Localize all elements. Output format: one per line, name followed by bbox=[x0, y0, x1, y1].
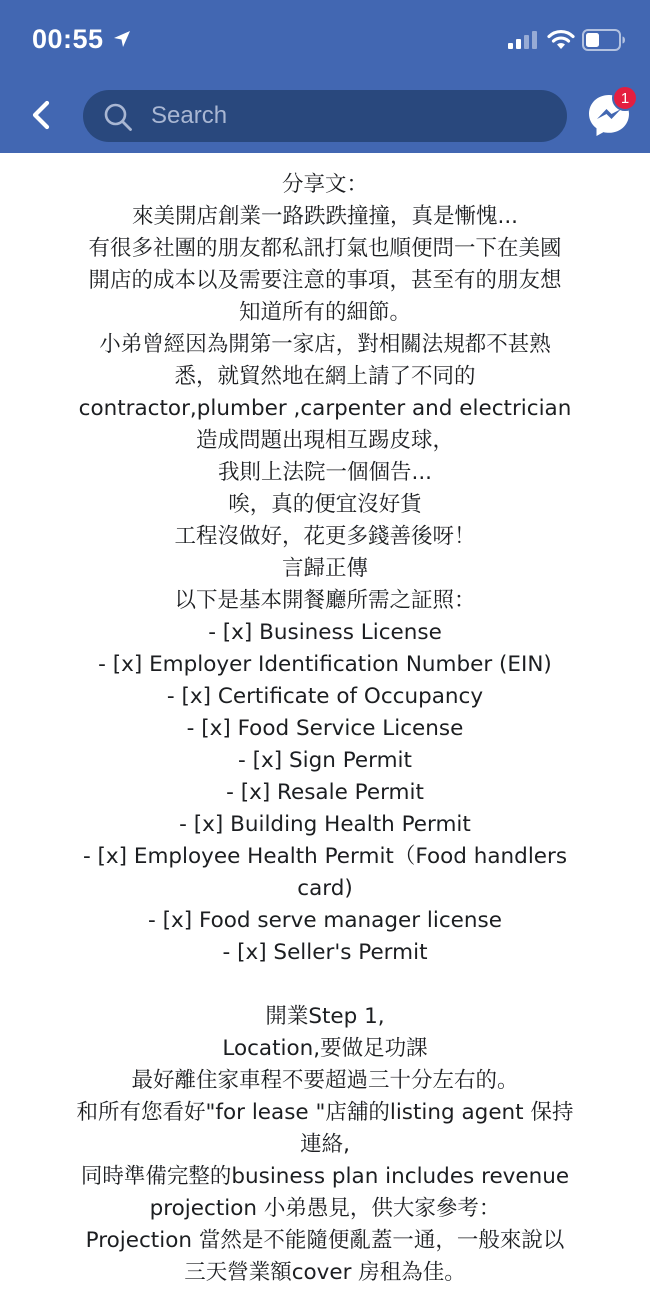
wifi-icon bbox=[546, 27, 576, 51]
messenger-notification-badge: 1 bbox=[612, 85, 638, 111]
post-text-line: 工程沒做好，花更多錢善後呀！ bbox=[174, 524, 476, 549]
post-text-line: 唉，真的便宜沒好貨 bbox=[228, 492, 422, 517]
post-text-line: Location,要做足功課 bbox=[222, 1036, 428, 1061]
post-text-line: 有很多社團的朋友都私訊打氣也順便問一下在美國 bbox=[88, 236, 562, 261]
post-text-line: 言歸正傳 bbox=[281, 556, 368, 581]
post-text-line: - [x] Seller's Permit bbox=[222, 940, 428, 965]
status-time: 00:55 bbox=[32, 24, 104, 54]
post-text-line: - [x] Food serve manager license bbox=[148, 908, 502, 933]
search-icon bbox=[103, 102, 133, 132]
post-text-line: projection 小弟愚見，供大家參考： bbox=[149, 1196, 501, 1221]
post-text-line: 最好離住家車程不要超過三十分左右的。 bbox=[131, 1068, 519, 1093]
post-text-line: 連絡, bbox=[300, 1132, 350, 1157]
post-text-line: 開業Step 1, bbox=[265, 1004, 385, 1029]
post-content bbox=[0, 153, 650, 1285]
post-text-line: - [x] Sign Permit bbox=[238, 748, 412, 773]
post-text-line: contractor,plumber ,carpenter and electrician bbox=[78, 396, 572, 421]
post-text-line: - [x] Resale Permit bbox=[226, 780, 424, 805]
post-text-line: - [x] Employee Health Permit（Food handlers bbox=[82, 844, 568, 869]
search-bar[interactable] bbox=[83, 90, 567, 142]
status-bar bbox=[0, 0, 650, 78]
location-arrow-icon bbox=[112, 29, 132, 49]
post-text-line: 我則上法院一個個告... bbox=[217, 460, 432, 485]
post-text-line: 三天營業額cover 房租為佳。 bbox=[184, 1260, 466, 1285]
post-text-line: 和所有您看好"for lease "店舖的listing agent 保持 bbox=[76, 1100, 574, 1125]
post-text-line: 來美開店創業一路跌跌撞撞，真是慚愧... bbox=[131, 204, 518, 229]
post-text-line: - [x] Food Service License bbox=[186, 716, 464, 741]
post-text-line: - [x] Employer Identification Number (EIN) bbox=[98, 652, 552, 677]
cellular-signal-icon bbox=[508, 31, 540, 49]
post-body bbox=[36, 169, 614, 1289]
post-text-line: 悉，就貿然地在網上請了不同的 bbox=[174, 364, 476, 389]
post-text-line: 知道所有的細節。 bbox=[238, 300, 411, 325]
post-text-line: 造成問題出現相互踢皮球， bbox=[195, 428, 454, 453]
post-text-line: 以下是基本開餐廳所需之証照： bbox=[174, 588, 476, 613]
post-text-line: 小弟曾經因為開第一家店，對相關法規都不甚熟 bbox=[99, 332, 551, 357]
post-text-line: 同時準備完整的business plan includes revenue bbox=[80, 1164, 570, 1189]
search-input[interactable] bbox=[151, 96, 551, 136]
post-text-line: - [x] Certificate of Occupancy bbox=[166, 684, 484, 709]
battery-icon bbox=[582, 29, 626, 51]
post-text-line bbox=[36, 969, 614, 1001]
post-text-line: card) bbox=[297, 876, 353, 901]
post-text-line: Projection 當然是不能隨便亂蓋一通，一般來說以 bbox=[85, 1228, 565, 1253]
post-text-line: - [x] Building Health Permit bbox=[179, 812, 471, 837]
post-text-line: - [x] Business License bbox=[208, 620, 442, 645]
post-text-line: 分享文： bbox=[281, 172, 368, 197]
post-text-line: 開店的成本以及需要注意的事項，甚至有的朋友想 bbox=[88, 268, 562, 293]
chevron-left-icon[interactable] bbox=[26, 98, 56, 132]
top-navigation-bar bbox=[0, 78, 650, 153]
